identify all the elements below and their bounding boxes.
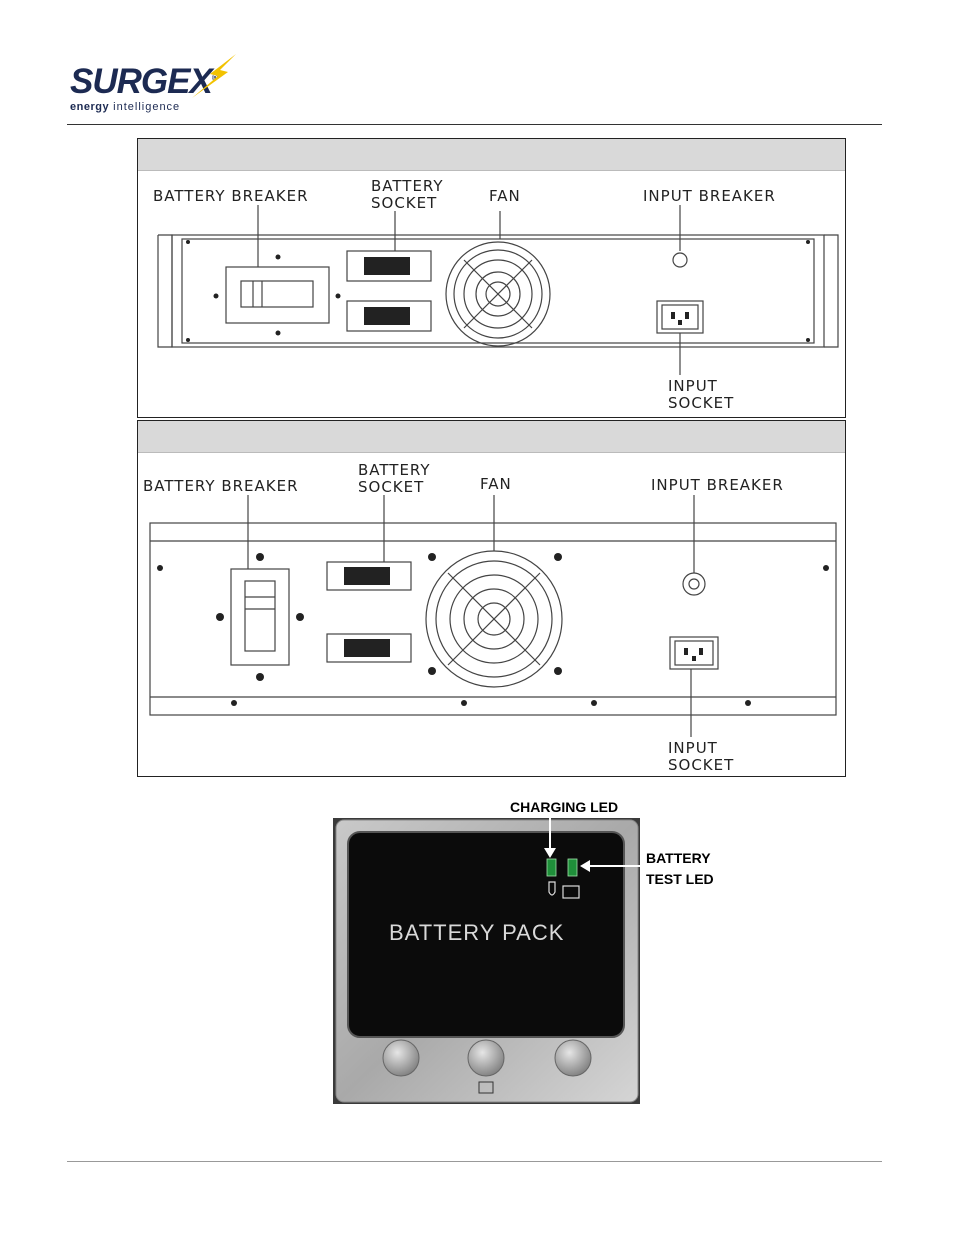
arrow-down-icon <box>540 818 560 860</box>
front-button-left <box>383 1040 419 1076</box>
footer-divider <box>67 1161 882 1162</box>
header-divider <box>67 124 882 125</box>
brand-name: SURGEX <box>70 62 212 101</box>
callout-battery-test-line1: BATTERY <box>646 850 711 866</box>
label-input-socket-line1: INPUT <box>668 377 718 395</box>
label-input-socket-line2: SOCKET <box>668 394 735 412</box>
tagline-bold: energy <box>70 101 110 113</box>
arrow-left-icon <box>578 857 644 875</box>
brand-tagline <box>70 101 180 113</box>
rear-panel-drawing-2u <box>138 139 845 417</box>
registered-mark: ® <box>211 73 217 83</box>
charging-led <box>547 859 556 876</box>
label-fan: FAN <box>480 475 512 493</box>
rear-panel-figure-3u <box>137 420 846 777</box>
label-input-socket-line2: SOCKET <box>668 756 735 774</box>
label-fan: FAN <box>489 187 521 205</box>
label-battery-socket-line1: BATTERY <box>371 177 444 195</box>
callout-battery-test-line2: TEST LED <box>646 871 714 887</box>
label-input-breaker: INPUT BREAKER <box>651 476 784 494</box>
rear-panel-drawing-3u <box>138 421 845 776</box>
label-battery-socket-line2: SOCKET <box>358 478 425 496</box>
label-battery-socket-line2: SOCKET <box>371 194 438 212</box>
front-button-right <box>555 1040 591 1076</box>
label-battery-breaker: BATTERY BREAKER <box>143 477 299 495</box>
lightning-bolt-icon <box>170 52 240 102</box>
front-button-center <box>468 1040 504 1076</box>
battery-test-led <box>568 859 577 876</box>
label-battery-socket-line1: BATTERY <box>358 461 431 479</box>
rear-panel-figure-2u <box>137 138 846 418</box>
callout-charging-led: CHARGING LED <box>510 799 619 815</box>
label-battery-breaker: BATTERY BREAKER <box>153 187 309 205</box>
label-input-socket-line1: INPUT <box>668 739 718 757</box>
battery-pack-text: BATTERY PACK <box>389 920 565 945</box>
tagline-text: intelligence <box>113 101 181 113</box>
label-input-breaker: INPUT BREAKER <box>643 187 776 205</box>
callout-battery-test-led <box>646 848 714 890</box>
